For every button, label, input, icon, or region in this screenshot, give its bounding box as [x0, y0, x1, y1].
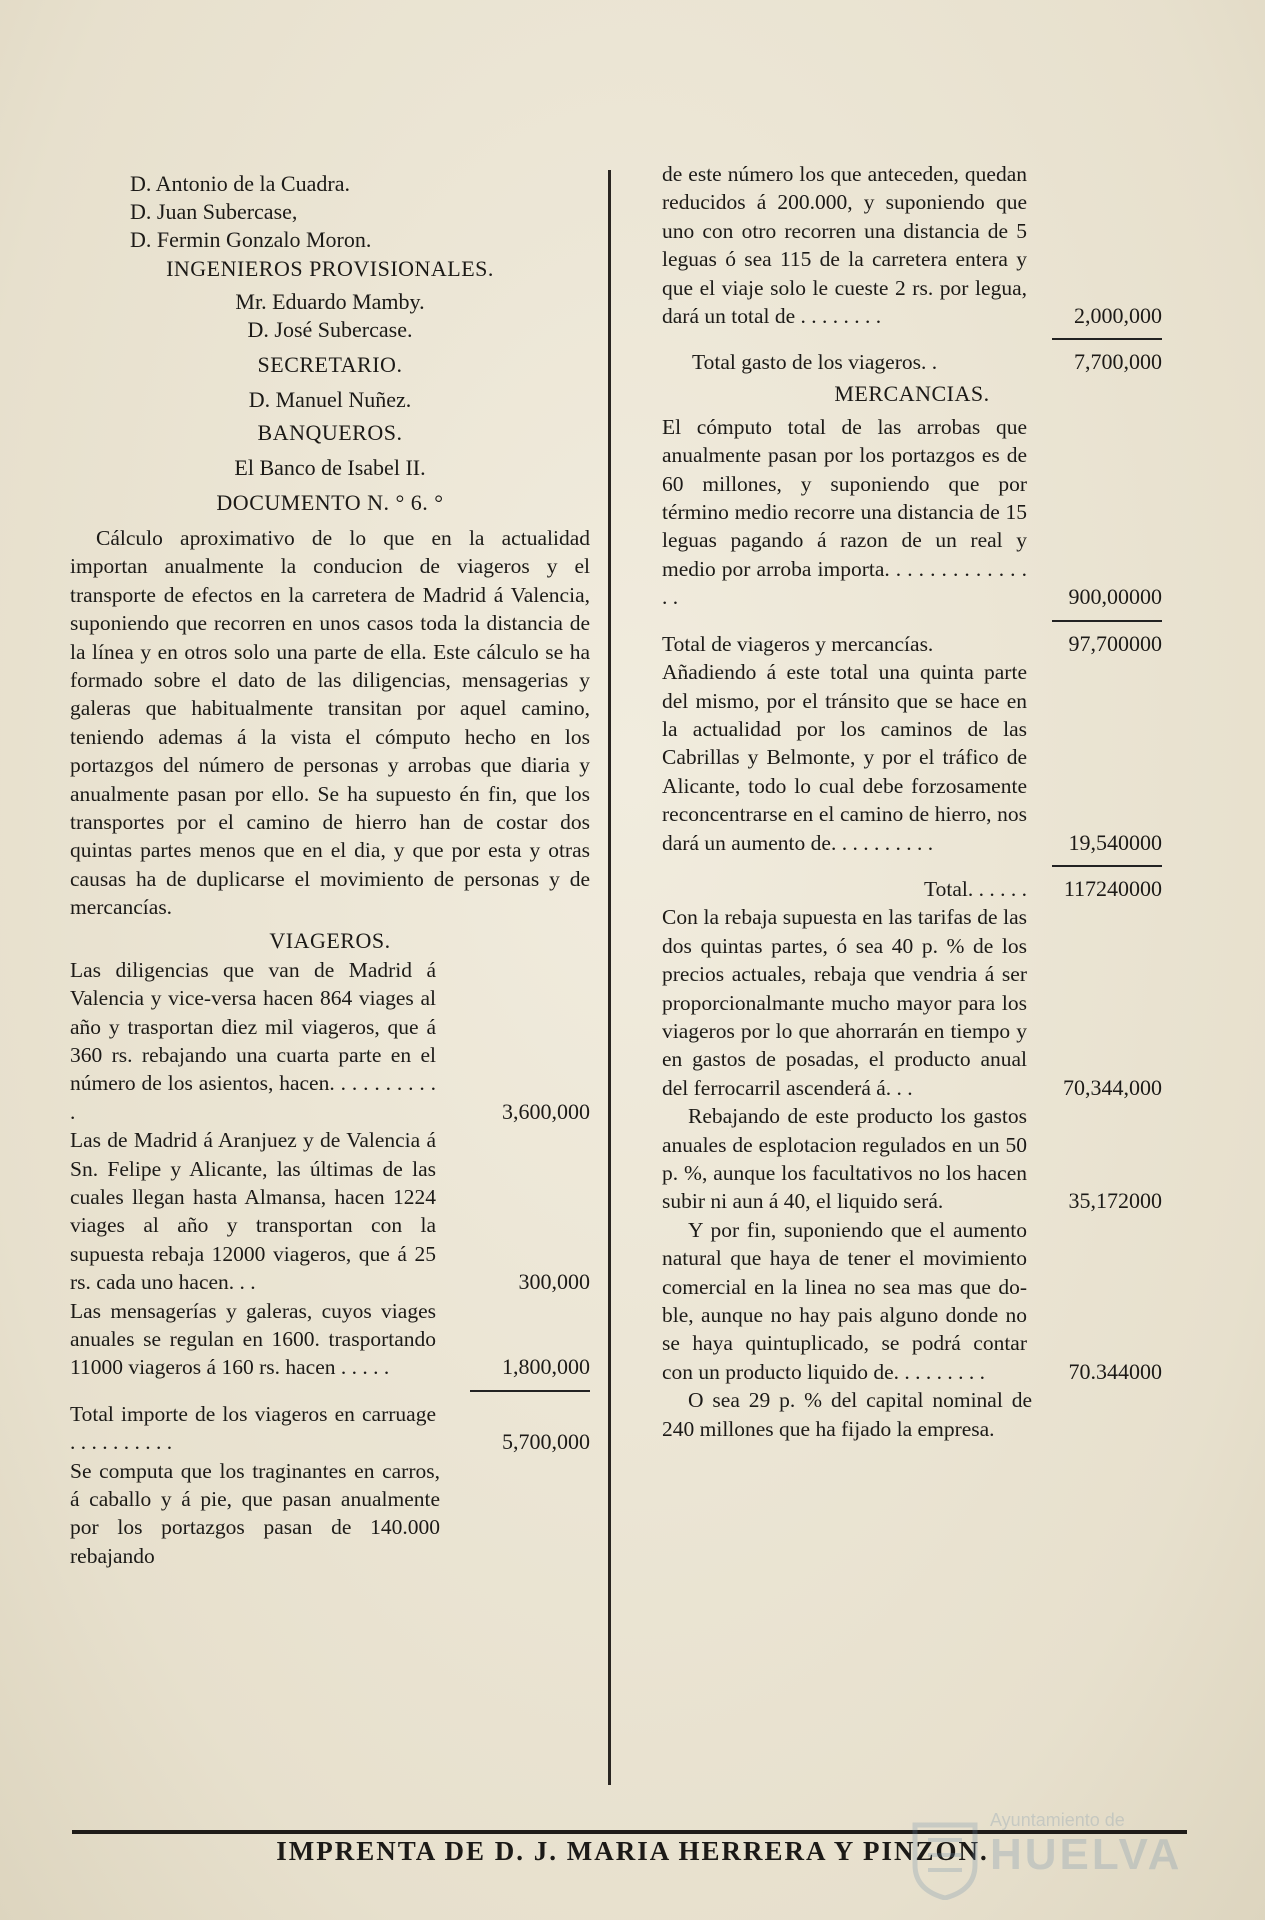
total-description: Total. . . . . . [924, 876, 1027, 901]
item-description: Las de Madrid á Aranjuez y de Valencia á Sn. Felipe y Alicante, las últimas de las cuales llegan hasta Almansa, hacen 1224 viages al año y transportan con la supuesta rebaja 12000 viageros, que á 25 rs. cada uno hacen. . . [70, 1128, 436, 1295]
ledger-item [70, 1297, 590, 1382]
item-description: Añadiendo á este total una quinta parte del mismo, por el tránsito que se hace en la actualidad por los caminos de las Cabrillas y Belmonte, y por el tráfico de Alicante, todo lo cual debe forzosamente reconcentrarse en el camino de hierro, nos dará un aumento de. . . . . . . . . . [662, 660, 1027, 855]
total-description: Total de viageros y mercancías. [662, 631, 934, 656]
ledger-item [662, 1216, 1162, 1386]
total-amount: 7,700,000 [1074, 349, 1162, 375]
intro-paragraph: Cálculo aproximativo de lo que en la actualidad importan anualmente la conducion de viageros y el transporte de efectos en la carretera de Madrid á Valencia, suponiendo que recorren en unos casos toda la distancia de la línea y en otros solo una parte de ella. Este cálculo se ha formado sobre el dato de las diligencias, mensagerias y galeras que habitualmente transitan por aquel camino, teniendo ademas á la vista el cómputo hecho en los portazgos del número de personas y arrobas que diaria y anualmente pasan por ello. Se ha supuesto én fin, que los transportes por el camino de hierro han de costar dos quintas partes menos que en el dia, y que por esta y otras causas ha de duplicarse el movimiento de personas y de mercancías. [70, 526, 590, 920]
official-name: D. Juan Subercase, [130, 199, 298, 224]
ledger-total [662, 630, 1162, 658]
sum-rule [1052, 620, 1162, 622]
watermark-title: HUELVA [990, 1830, 1183, 1879]
item-amount: 19,540000 [1068, 829, 1162, 855]
heading-documento: DOCUMENTO N. ° 6. ° [216, 490, 444, 515]
item-amount: 1,800,000 [502, 1354, 590, 1380]
item-description: Rebajando de este producto los gastos anuales de esplotacion regulados en un 50 p. %, aunque los facultativos no los hacen subir ni aun á 40, el liquido será. [662, 1104, 1027, 1214]
ledger-item [662, 903, 1162, 1102]
heading-viageros: VIAGEROS. [269, 927, 391, 953]
secretary-name: D. Manuel Nuñez. [248, 387, 412, 412]
ledger-item [70, 1126, 590, 1296]
item-description: Las mensagerías y galeras, cuyos viages anuales se regulan en 1600. trasportando 11000 viageros á 160 rs. hacen . . . . . [70, 1298, 436, 1380]
item-amount: 300,000 [518, 1269, 590, 1295]
closing-paragraph: O sea 29 p. % del capital nominal de 240 millones que ha fijado la empresa. [662, 1388, 1032, 1441]
total-amount: 97,700000 [1068, 630, 1162, 656]
left-column [70, 170, 590, 1570]
item-amount: 2,000,000 [1074, 303, 1162, 329]
heading-ingenieros: INGENIEROS PROVISIONALES. [166, 256, 494, 281]
printer-imprint: IMPRENTA DE D. J. MARIA HERRERA Y PINZON. [276, 1836, 989, 1866]
sum-rule [1052, 338, 1162, 340]
item-amount: 3,600,000 [502, 1098, 590, 1124]
heading-mercancias: MERCANCIAS. [834, 380, 990, 406]
ledger-item [662, 160, 1162, 330]
ledger-item [662, 658, 1162, 857]
item-description: El cómputo total de las arrobas que anualmente pasan por los portazgos es de 60 millones, y suponiendo que por término medio recorre una distancia de 15 leguas pagando á razon de un real y medio por arroba importa. . . . . . . . . . . . . . . [662, 414, 1027, 610]
officials-list [70, 170, 590, 254]
sum-rule [470, 1390, 590, 1392]
engineer-name: Mr. Eduardo Mamby. [235, 289, 425, 314]
ledger-total [662, 348, 1162, 376]
item-description: Y por fin, suponiendo que el aumento natural que haya de tener el movimiento comercial en la linea no sea mas que doble, aunque no hay pais alguno donde no se haya quintuplicado, se podrá contar con un producto liquido de. . . . . . . . . [662, 1217, 1027, 1384]
item-amount: 70.344000 [1068, 1358, 1162, 1384]
total-description: Total gasto de los viageros. . [692, 350, 938, 375]
sum-rule [1052, 865, 1162, 867]
item-description: Las diligencias que van de Madrid á Valencia y vice-versa hacen 864 viages al año y trasportan diez mil viageros, que á 360 rs. rebajando una cuarta parte en el número de los asientos, hacen. . . . . . . . . . . [70, 957, 436, 1124]
total-amount: 5,700,000 [502, 1429, 590, 1455]
official-name: D. Antonio de la Cuadra. [130, 171, 350, 196]
official-name: D. Fermin Gonzalo Moron. [130, 227, 372, 252]
ledger-total [70, 1400, 590, 1457]
item-amount: 900,00000 [1068, 584, 1162, 610]
item-amount: 70,344,000 [1063, 1074, 1162, 1100]
column-divider [608, 170, 611, 1785]
total-description: Total importe de los viageros en carruage . . . . . . . . . . [70, 1401, 436, 1455]
ledger-item [662, 1102, 1162, 1216]
engineer-name: D. José Subercase. [247, 317, 413, 342]
shield-icon [910, 1820, 980, 1900]
item-amount: 35,172000 [1068, 1188, 1162, 1214]
item-description: de este número los que anteceden, quedan reducidos á 200.000, y suponiendo que uno con otro recorren una distancia de 5 leguas ó sea 115 de la carretera entera y que el viaje solo le cueste 2 rs. por legua, dará un total de . . . . . . . . [662, 162, 1027, 329]
heading-banqueros: BANQUEROS. [257, 420, 403, 445]
watermark-subtitle: Ayuntamiento de [990, 1810, 1125, 1830]
ledger-item [662, 413, 1162, 612]
total-amount: 117240000 [1063, 875, 1162, 901]
right-column [662, 160, 1162, 1443]
banker-name: El Banco de Isabel II. [234, 455, 426, 480]
tail-paragraph: Se computa que los traginantes en carros, á caballo y á pie, que pasan anualmente por los portazgos pasan de 140.000 rebajando [70, 1458, 440, 1568]
ledger-total [662, 875, 1162, 903]
heading-secretario: SECRETARIO. [257, 352, 403, 377]
archive-watermark [900, 1810, 1200, 1910]
ledger-item [70, 956, 590, 1126]
item-description: Con la rebaja supuesta en las tarifas de las dos quintas partes, ó sea 40 p. % de los precios actuales, rebaja que vendria á ser proporcionalmante mucho mayor para los viageros por lo que ahorrarán en tiempo y en gastos de posadas, el producto anual del ferrocarril ascenderá á. . . [662, 905, 1027, 1100]
